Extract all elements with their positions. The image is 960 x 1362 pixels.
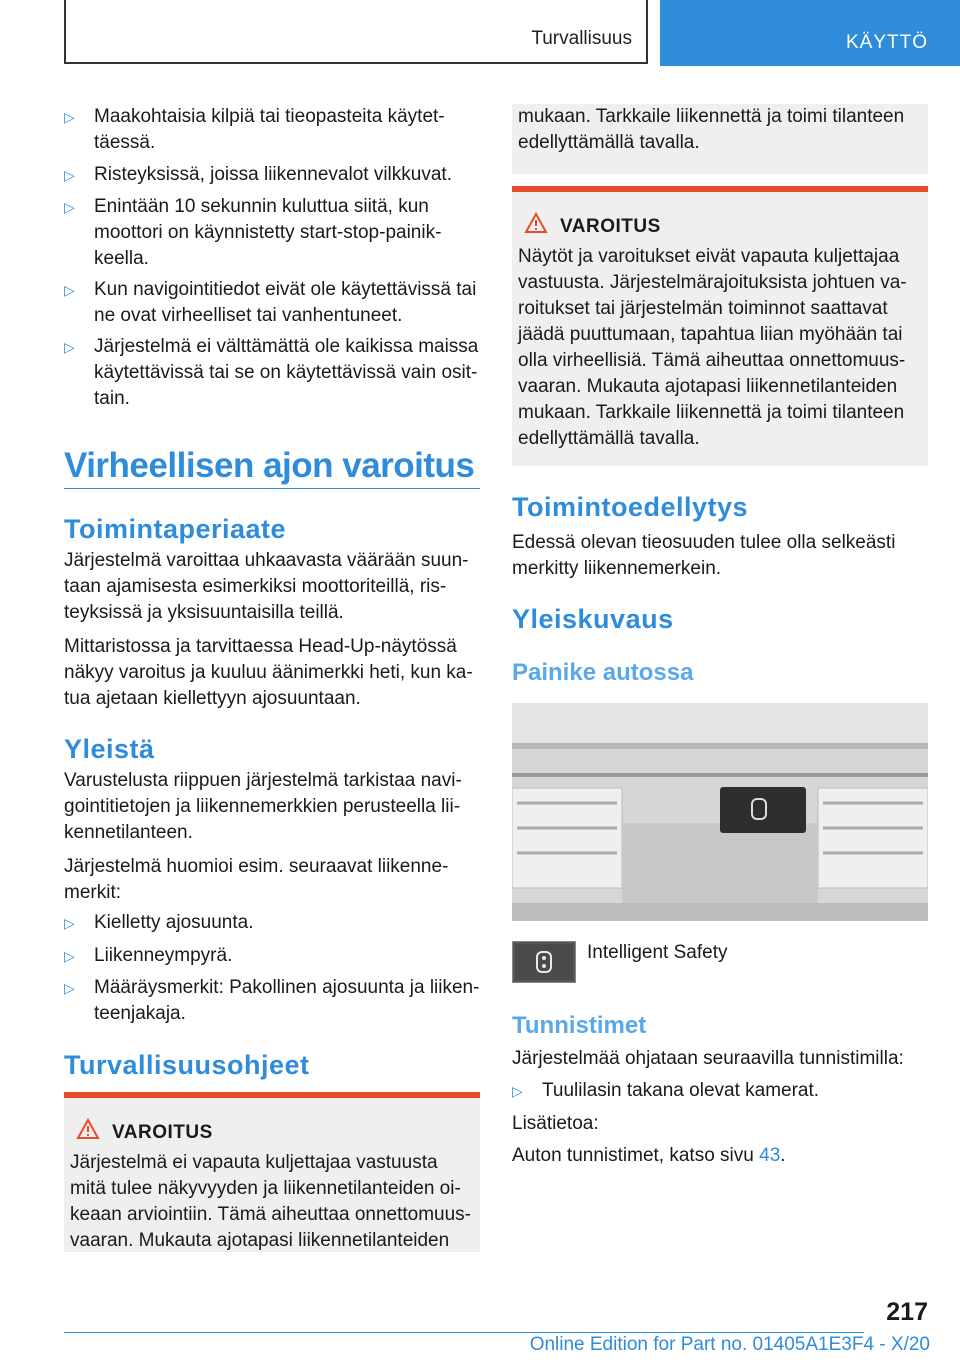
page-number: 217 — [886, 1298, 928, 1326]
paragraph: Lisätietoa: — [512, 1113, 599, 1134]
bullet-triangle-icon: ▷ — [64, 282, 75, 298]
bullet-triangle-icon: ▷ — [64, 915, 75, 931]
section-heading: Virheellisen ajon varoitus — [64, 446, 475, 485]
subheading-principle: Toimintaperiaate — [64, 514, 287, 544]
intelligent-safety-button-icon — [512, 941, 576, 983]
subheading-conditions: Toimintoedellytys — [512, 492, 749, 522]
warning-bar — [512, 186, 928, 192]
bullet-triangle-icon: ▷ — [64, 199, 75, 215]
paragraph: Edessä olevan tieosuuden tulee olla selkeästi merkitty liikennemerkein. — [512, 532, 896, 579]
warning-box — [64, 1092, 480, 1252]
warning-title: VAROITUS — [112, 1122, 213, 1143]
button-label: Intelligent Safety — [587, 942, 728, 963]
subheading-overview: Yleiskuvaus — [512, 604, 674, 634]
header-chapter-tab — [660, 0, 960, 66]
page-link[interactable]: 43 — [759, 1145, 781, 1166]
warning-title: VAROITUS — [560, 216, 661, 237]
warning-text: mukaan. Tarkkaile liikennettä ja toimi tilanteen edellyttämällä tavalla. — [518, 106, 905, 153]
paragraph: Varustelusta riippuen järjestelmä tarkistaa navi- gointitietojen ja liikennemerkkien perusteella lii- kennetilanteen. — [64, 770, 462, 843]
dashboard-button-photo — [512, 703, 928, 921]
warning-triangle-icon — [524, 212, 548, 234]
warning-text: Järjestelmä ei vapauta kuljettajaa vastuusta mitä tulee näkyvyyden ja liikennetilanteiden oi- keaan arviointiin. Tämä aiheuttaa onnettomuus- vaaran. Mukauta ajotapasi liikennetilanteiden — [70, 1152, 472, 1251]
bullet-triangle-icon: ▷ — [64, 948, 75, 964]
header-section-title: Turvallisuus — [531, 28, 632, 49]
bullet-triangle-icon: ▷ — [64, 980, 75, 996]
subheading-button: Painike autossa — [512, 659, 694, 686]
paragraph: Järjestelmä varoittaa uhkaavasta väärään suun- taan ajamisesta esimerkiksi moottoriteillä, ris- teyksissä ja yksisuuntaisilla teillä. — [64, 550, 469, 623]
warning-bar — [64, 1092, 480, 1098]
subheading-general: Yleistä — [64, 734, 155, 764]
paragraph: Mittaristossa ja tarvittaessa Head-Up-näytössä näkyy varoitus ja kuuluu äänimerkki heti, kun ka- tua ajetaan kiellettyyn ajosuuntaan. — [64, 636, 473, 709]
subheading-sensors: Tunnistimet — [512, 1012, 647, 1039]
subheading-safety: Turvallisuusohjeet — [64, 1050, 310, 1080]
bullet-triangle-icon: ▷ — [64, 339, 75, 355]
paragraph: Järjestelmää ohjataan seuraavilla tunnistimilla: — [512, 1048, 904, 1069]
warning-text: Näytöt ja varoitukset eivät vapauta kuljettajaa vastuusta. Järjestelmärajoituksista johtuen va- roitukset tai järjestelmän toiminnot saattavat jäädä puuttumaan, tapahtua liian myöhään tai olla virheellisiä. Tämä aiheuttaa onnettomuus- vaaran. Mukauta ajotapasi liikennetilanteiden mukaan. Tarkkaile liikennettä ja toimi tilanteen edellyttämällä tavalla. — [518, 246, 907, 449]
warning-triangle-icon — [76, 1118, 100, 1140]
header-chapter-title: KÄYTTÖ — [845, 32, 928, 53]
bullet-triangle-icon: ▷ — [64, 109, 75, 125]
cross-reference: Auton tunnistimet, katso sivu 43. — [512, 1145, 786, 1166]
bullet-triangle-icon: ▷ — [64, 167, 75, 183]
header-section-box — [64, 0, 648, 64]
warning-box-continued — [512, 104, 928, 174]
warning-box — [512, 186, 928, 466]
bullet-triangle-icon: ▷ — [512, 1083, 523, 1099]
footer-rule — [64, 1332, 864, 1333]
heading-rule — [64, 488, 480, 489]
edition-text: Online Edition for Part no. 01405A1E3F4 - X/20 — [529, 1334, 930, 1355]
paragraph: Järjestelmä huomioi esim. seuraavat liikenne- merkit: — [64, 856, 449, 903]
